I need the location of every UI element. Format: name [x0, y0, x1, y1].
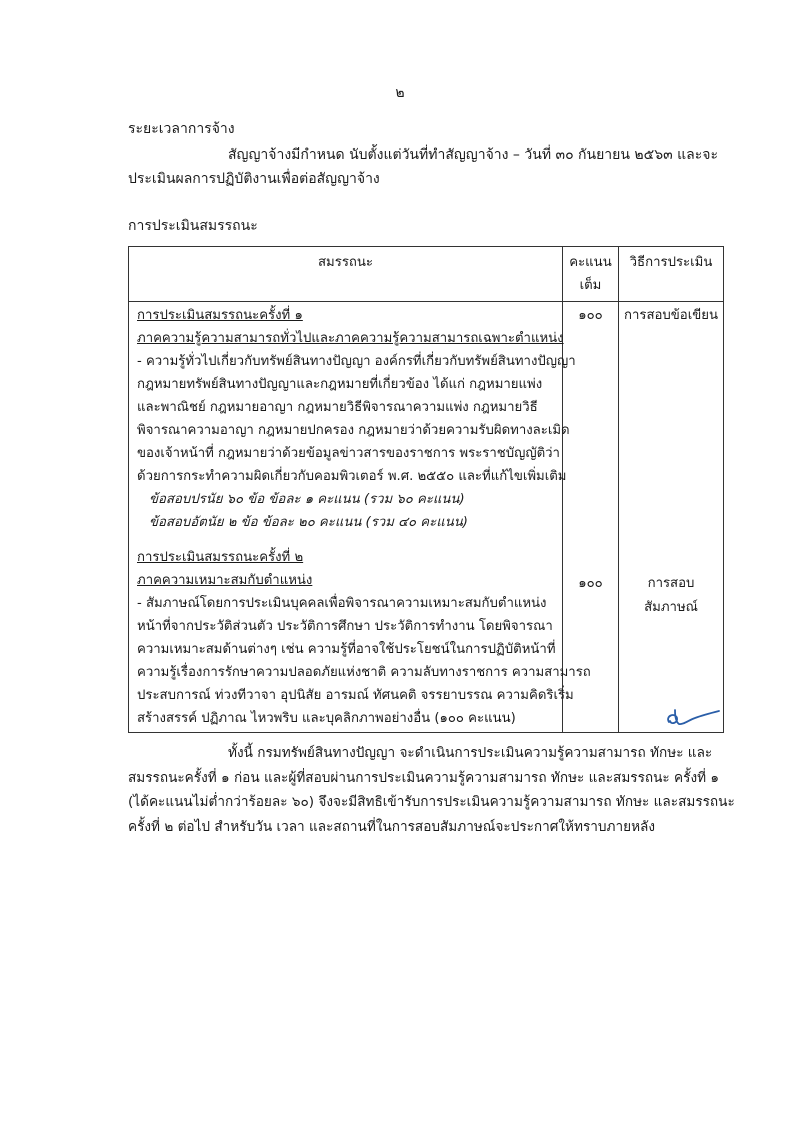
- round-1-exam-line: ข้อสอบอัตนัย ๒ ข้อ ข้อละ ๒๐ คะแนน (รวม ๔๐ คะแนน): [149, 515, 468, 530]
- closing-line: ทั้งนี้ กรมทรัพย์สินทางปัญญา จะดำเนินการประเมินความรู้ความสามารถ ทักษะ และ: [228, 745, 713, 761]
- round-2-desc-line: ความเหมาะสมด้านต่างๆ เช่น ความรู้ที่อาจใช้ประโยชน์ในการปฏิบัติหน้าที่: [137, 642, 556, 657]
- closing-line: (ได้คะแนนไม่ต่ำกว่าร้อยละ ๖๐) จึงจะมีสิทธิเข้ารับการประเมินความรู้ความสามารถ ทักษะ และสมรรถนะ: [128, 794, 735, 810]
- header-full-score-line-1: คะแนน: [569, 255, 612, 270]
- round-1-desc-line: และพาณิชย์ กฎหมายอาญา กฎหมายวิธีพิจารณาความแพ่ง กฎหมายวิธี: [137, 400, 538, 415]
- round-1-desc-line: กฎหมายทรัพย์สินทางปัญญาและกฎหมายที่เกี่ยวข้อง ได้แก่ กฎหมายแพ่ง: [137, 377, 543, 392]
- round-1-full-score: ๑๐๐: [578, 308, 603, 323]
- signature-initials-icon: [661, 706, 721, 730]
- competency-assessment-heading: การประเมินสมรรถนะ: [128, 218, 258, 234]
- header-competency: สมรรถนะ: [129, 247, 563, 302]
- employment-period-line-1: สัญญาจ้างมีกำหนด นับตั้งแต่วันที่ทำสัญญาจ้าง – วันที่ ๓๐ กันยายน ๒๕๖๓ และจะ: [228, 147, 718, 163]
- round-2-method-line-1: การสอบ: [647, 576, 695, 591]
- round-2-desc-line: ประสบการณ์ ท่วงทีวาจา อุปนิสัย อารมณ์ ทัศนคติ จรรยาบรรณ ความคิดริเริ่ม: [137, 688, 574, 703]
- closing-line: สมรรถนะครั้งที่ ๑ ก่อน และผู้ที่สอบผ่านการประเมินความรู้ความสามารถ ทักษะ และสมรรถนะ ครั้งที่ ๑: [128, 769, 719, 786]
- employment-period-paragraph: [128, 143, 728, 191]
- competency-table: [128, 246, 724, 733]
- closing-paragraph: [128, 741, 735, 839]
- full-score-cell: [563, 302, 619, 733]
- competency-cell: [129, 302, 591, 733]
- closing-line: ครั้งที่ ๒ ต่อไป สำหรับวัน เวลา และสถานที่ในการสอบสัมภาษณ์จะประกาศให้ทราบภายหลัง: [128, 818, 656, 835]
- table-row: [129, 302, 724, 733]
- round-2-desc-line: - สัมภาษณ์โดยการประเมินบุคคลเพื่อพิจารณาความเหมาะสมกับตำแหน่ง: [137, 596, 547, 611]
- table-header-row: [129, 247, 724, 302]
- round-1-desc-line: ของเจ้าหน้าที่ กฎหมายว่าด้วยข้อมูลข่าวสารของราชการ พระราชบัญญัติว่า: [137, 446, 560, 461]
- round-2-method: [619, 572, 723, 620]
- header-assessment-method: วิธีการประเมิน: [619, 247, 724, 302]
- round-1-exam-line: ข้อสอบปรนัย ๖๐ ข้อ ข้อละ ๑ คะแนน (รวม ๖๐ คะแนน): [149, 492, 465, 507]
- round-2-desc-line: สร้างสรรค์ ปฏิภาณ ไหวพริบ และบุคลิกภาพอย่างอื่น (๑๐๐ คะแนน): [137, 711, 516, 726]
- round-2-desc-line: หน้าที่จากประวัติส่วนตัว ประวัติการศึกษา ประวัติการทำงาน โดยพิจารณา: [137, 619, 553, 634]
- page-number: ๒: [395, 85, 405, 101]
- header-full-score: [563, 247, 619, 302]
- round-1-desc-line: - ความรู้ทั่วไปเกี่ยวกับทรัพย์สินทางปัญญา องค์กรที่เกี่ยวกับทรัพย์สินทางปัญญา: [137, 354, 576, 369]
- round-1-method: การสอบข้อเขียน: [623, 308, 718, 323]
- round-2-desc-line: ความรู้เรื่องการรักษาความปลอดภัยแห่งชาติ ความลับทางราชการ ความสามารถ: [137, 665, 591, 680]
- round-2-method-line-2: สัมภาษณ์: [644, 600, 698, 615]
- round-2-subtitle: ภาคความเหมาะสมกับตำแหน่ง: [137, 573, 313, 588]
- round-1-subtitle: ภาคความรู้ความสามารถทั่วไปและภาคความรู้ความสามารถเฉพาะตำแหน่ง: [137, 331, 564, 346]
- employment-period-heading: ระยะเวลาการจ้าง: [128, 121, 235, 137]
- employment-period-line-2: ประเมินผลการปฏิบัติงานเพื่อต่อสัญญาจ้าง: [128, 171, 380, 187]
- row-spacer: [137, 534, 556, 546]
- round-1-title: การประเมินสมรรถนะครั้งที่ ๑: [137, 308, 303, 323]
- round-1-desc-line: พิจารณาความอาญา กฎหมายปกครอง กฎหมายว่าด้วยความรับผิดทางละเมิด: [137, 423, 570, 438]
- header-full-score-line-2: เต็ม: [579, 278, 602, 293]
- round-2-full-score: ๑๐๐: [578, 576, 603, 591]
- assessment-method-cell: [619, 302, 724, 733]
- round-1-desc-line: ด้วยการกระทำความผิดเกี่ยวกับคอมพิวเตอร์ พ.ศ. ๒๕๕๐ และที่แก้ไขเพิ่มเติม: [137, 469, 567, 484]
- round-2-title: การประเมินสมรรถนะครั้งที่ ๒: [137, 550, 304, 565]
